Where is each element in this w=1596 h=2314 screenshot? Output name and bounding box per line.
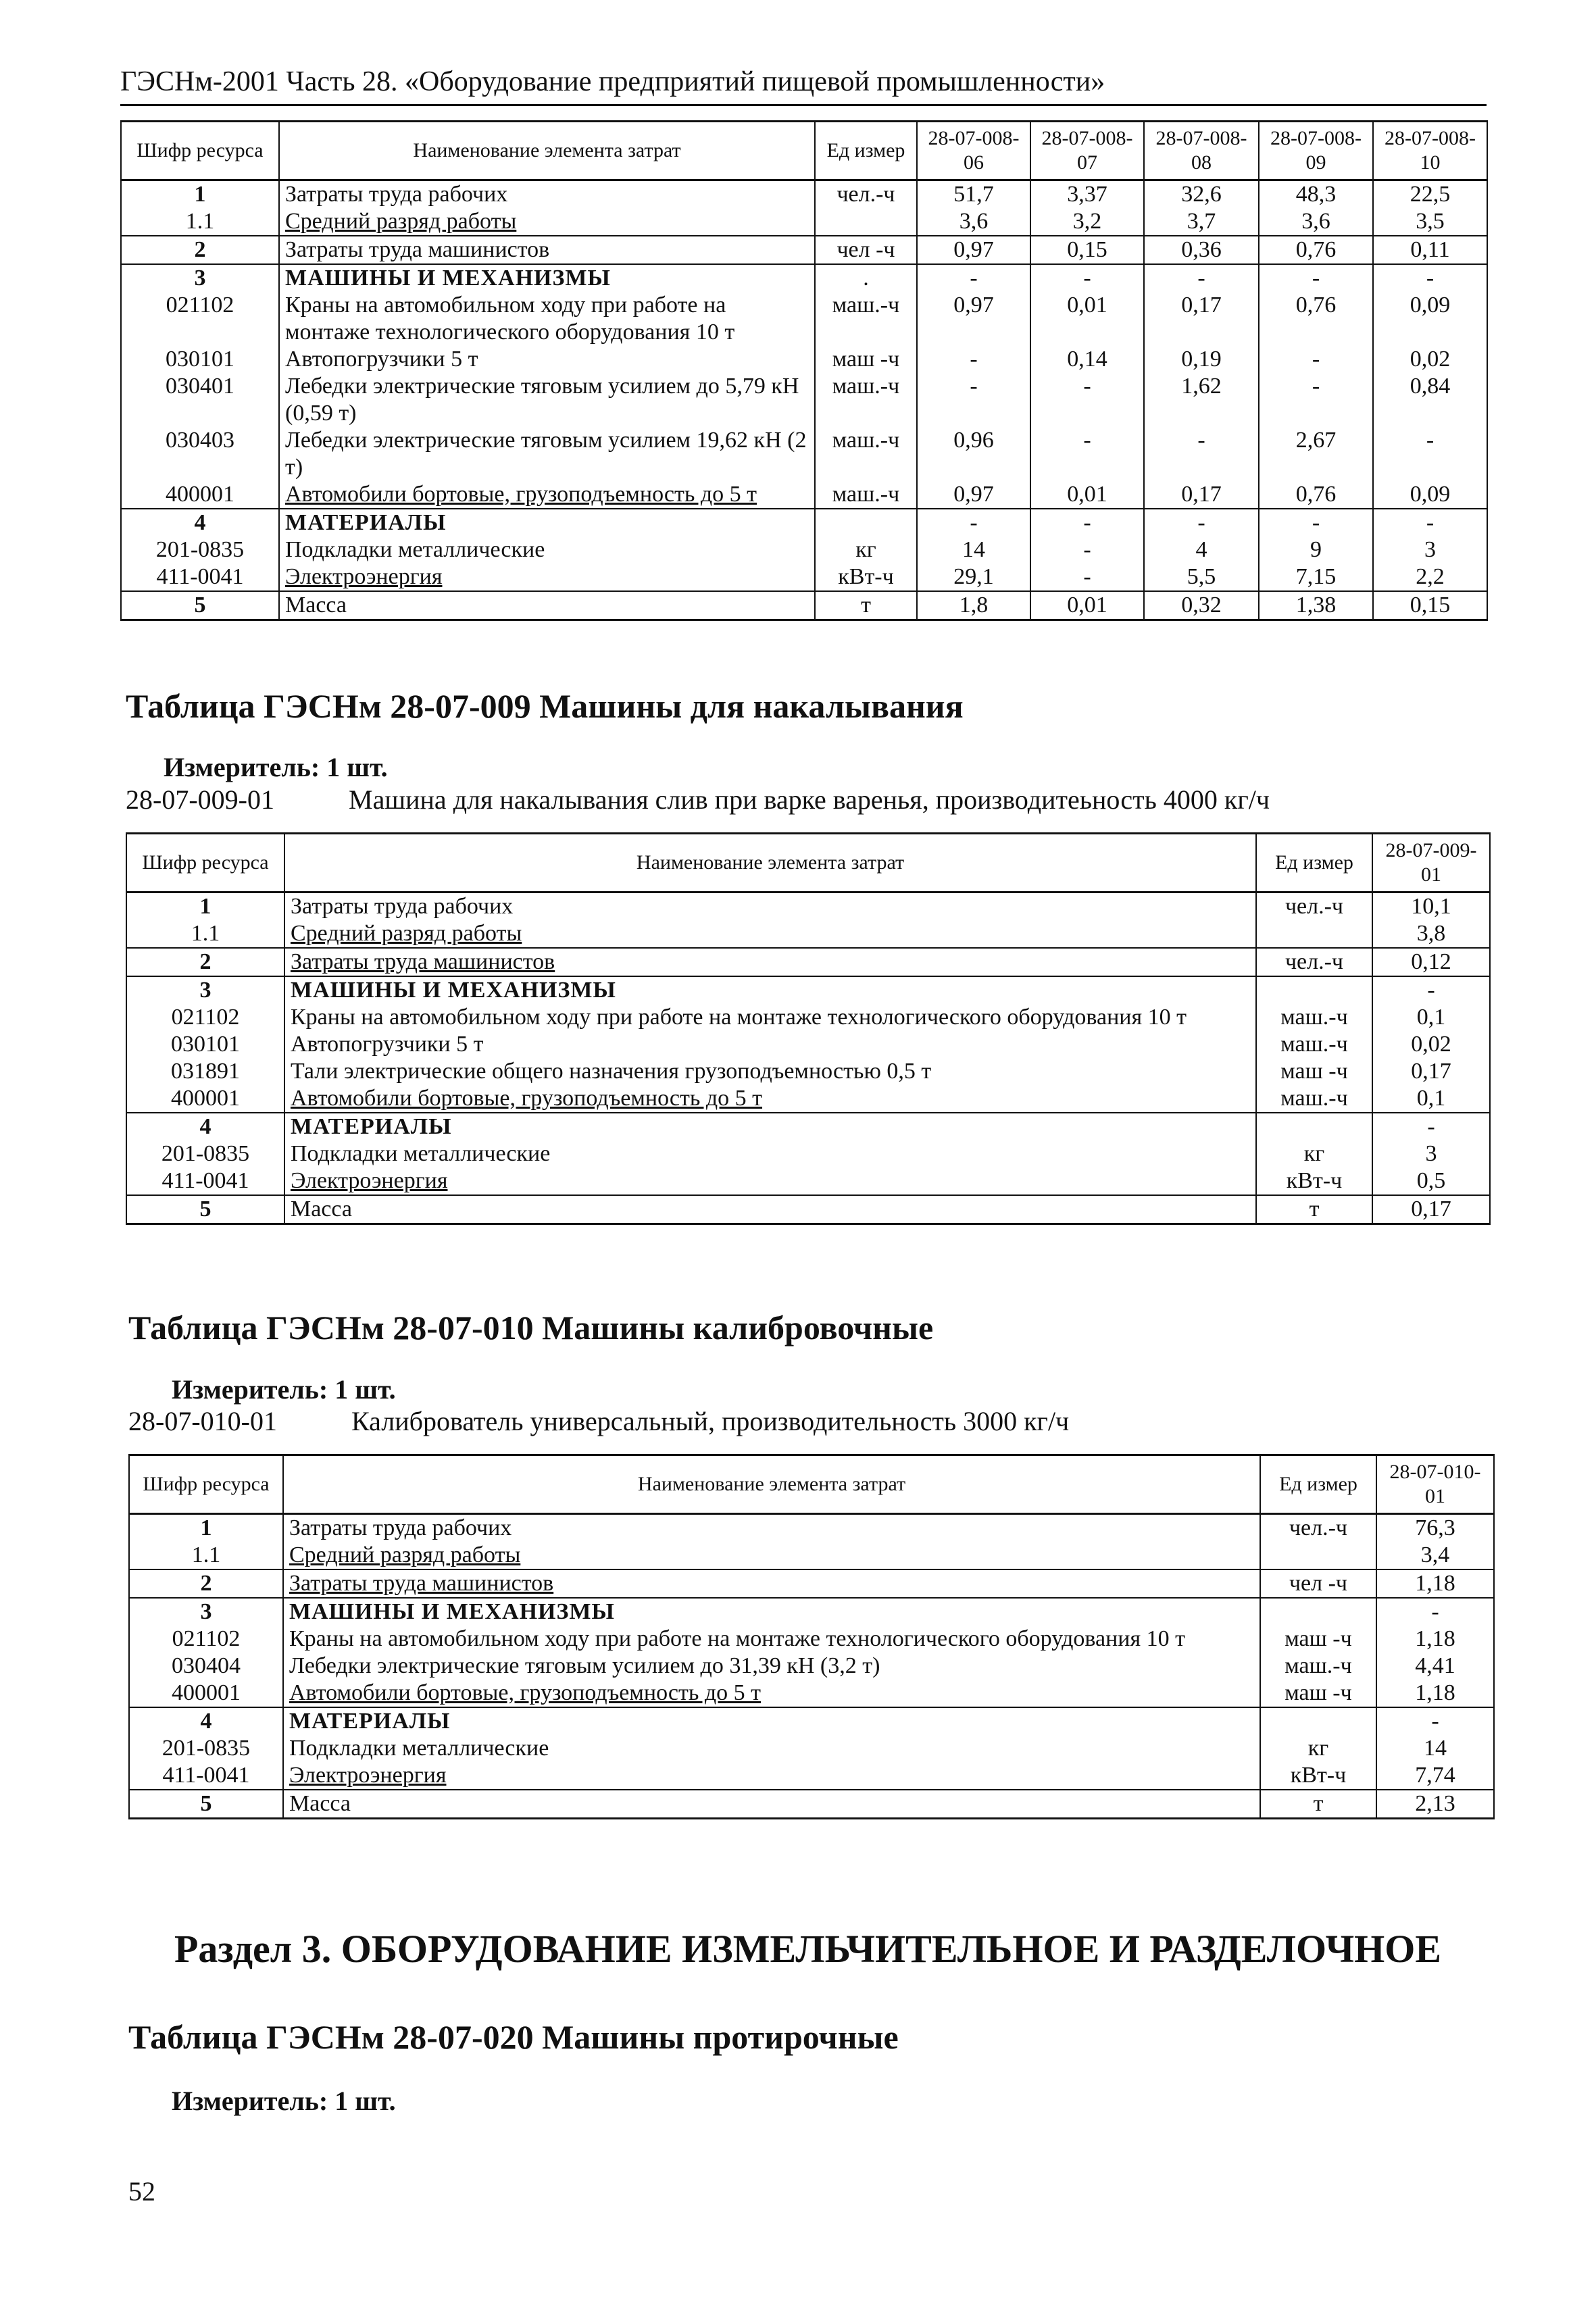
- norm-value: -: [1373, 427, 1487, 481]
- cost-element-name: Подкладки металлические: [284, 1140, 1256, 1167]
- item-name: Калиброватель универсальный, производительность 3000 кг/ч: [351, 1406, 1070, 1436]
- norm-value: 0,15: [1030, 236, 1144, 264]
- cost-element-name: Средний разряд работы: [284, 920, 1256, 948]
- measure-28-07-010: [172, 1374, 396, 1406]
- norm-value: 3,4: [1376, 1542, 1494, 1569]
- norm-value: 0,76: [1259, 236, 1373, 264]
- norm-value: 0,01: [1030, 591, 1144, 620]
- resource-code: 3: [129, 1598, 283, 1626]
- norm-value: -: [917, 509, 1030, 536]
- resource-code: 021102: [126, 1004, 284, 1031]
- cost-element-name: Масса: [283, 1790, 1260, 1819]
- norm-value: 32,6: [1144, 180, 1259, 209]
- unit: маш.-ч: [815, 427, 917, 481]
- cost-element-name: Краны на автомобильном ходу при работе на монтаже технологического оборудования 10 т: [284, 1004, 1256, 1031]
- item-name: Машина для накалывания слив при варке варенья, производитеьность 4000 кг/ч: [349, 784, 1270, 815]
- table-row: [129, 1653, 1494, 1680]
- table-row: [126, 1195, 1490, 1224]
- resource-code: 2: [121, 236, 279, 264]
- measure-label: Измеритель:: [172, 1374, 328, 1405]
- table-row: [126, 1167, 1490, 1195]
- norm-value: 0,36: [1144, 236, 1259, 264]
- cost-element-name: Затраты труда рабочих: [284, 892, 1256, 921]
- norm-value: 1,62: [1144, 373, 1259, 427]
- unit: [1260, 1542, 1376, 1569]
- unit: чел.-ч: [1256, 948, 1372, 976]
- norm-value: -: [1030, 563, 1144, 591]
- col-header-code: Шифр ресурса: [129, 1455, 283, 1514]
- cost-element-name: Лебедки электрические тяговым усилием до 5,79 кН (0,59 т): [279, 373, 815, 427]
- unit: чел.-ч: [1260, 1514, 1376, 1542]
- norm-value: 51,7: [917, 180, 1030, 209]
- page-header: ГЭСНм-2001 Часть 28. «Оборудование предприятий пищевой промышленности»: [120, 65, 1487, 106]
- norm-value: -: [1030, 536, 1144, 563]
- unit: маш.-ч: [815, 292, 917, 346]
- measure-label: Измеритель:: [164, 752, 320, 782]
- unit: маш.-ч: [1256, 1004, 1372, 1031]
- cost-element-name: Краны на автомобильном ходу при работе на монтаже технологического оборудования 10 т: [279, 292, 815, 346]
- norm-value: 0,32: [1144, 591, 1259, 620]
- resource-code: 030401: [121, 373, 279, 427]
- table-row: [129, 1735, 1494, 1762]
- norm-value: 0,1: [1372, 1004, 1490, 1031]
- norm-value: 0,01: [1030, 292, 1144, 346]
- norm-value: 3,5: [1373, 208, 1487, 236]
- unit: маш.-ч: [1256, 1085, 1372, 1113]
- norm-value: -: [1373, 509, 1487, 536]
- norm-value: -: [917, 264, 1030, 292]
- unit: т: [1256, 1195, 1372, 1224]
- resource-code: 1: [121, 180, 279, 209]
- norm-value: -: [1144, 509, 1259, 536]
- norm-value: 0,97: [917, 236, 1030, 264]
- norm-value: 1,18: [1376, 1569, 1494, 1598]
- norm-value: 9: [1259, 536, 1373, 563]
- resource-code: 411-0041: [129, 1762, 283, 1790]
- resource-code: 021102: [129, 1626, 283, 1653]
- resource-code: 030101: [121, 346, 279, 373]
- cost-element-name: Электроэнергия: [284, 1167, 1256, 1195]
- resource-code: 5: [121, 591, 279, 620]
- col-header-name: Наименование элемента затрат: [284, 834, 1256, 892]
- table-row: [129, 1680, 1494, 1707]
- table-row: [126, 1004, 1490, 1031]
- norm-value: -: [1372, 976, 1490, 1004]
- item-28-07-009-01: [126, 784, 1270, 816]
- norm-value: -: [1144, 264, 1259, 292]
- table-row: [126, 948, 1490, 976]
- section-title: Раздел 3. ОБОРУДОВАНИЕ ИЗМЕЛЬЧИТЕЛЬНОЕ И РАЗДЕЛОЧНОЕ: [174, 1927, 1442, 1971]
- table-row: [121, 264, 1487, 292]
- norm-value: 3,6: [917, 208, 1030, 236]
- cost-element-name: Тали электрические общего назначения грузоподъемностью 0,5 т: [284, 1058, 1256, 1085]
- item-code: 28-07-009-01: [126, 784, 274, 815]
- resource-code: 3: [126, 976, 284, 1004]
- table-row: [126, 1058, 1490, 1085]
- cost-element-name: Краны на автомобильном ходу при работе на монтаже технологического оборудования 10 т: [283, 1626, 1260, 1653]
- unit: кВт-ч: [815, 563, 917, 591]
- resource-code: 030101: [126, 1031, 284, 1058]
- cost-element-name: Лебедки электрические тяговым усилием 19,62 кН (2 т): [279, 427, 815, 481]
- unit: кВт-ч: [1256, 1167, 1372, 1195]
- norm-value: 1,8: [917, 591, 1030, 620]
- cost-element-name: Электроэнергия: [283, 1762, 1260, 1790]
- measure-value: 1 шт.: [334, 2086, 396, 2116]
- table-row: [129, 1514, 1494, 1542]
- table-row: [121, 292, 1487, 346]
- norm-value: 3,7: [1144, 208, 1259, 236]
- measure-value: 1 шт.: [334, 1374, 396, 1405]
- unit: маш.-ч: [815, 481, 917, 509]
- norm-value: 0,17: [1372, 1058, 1490, 1085]
- unit: [1260, 1598, 1376, 1626]
- unit: чел.-ч: [1256, 892, 1372, 921]
- cost-element-name: Средний разряд работы: [279, 208, 815, 236]
- norm-value: -: [1376, 1598, 1494, 1626]
- col-header-name: Наименование элемента затрат: [279, 122, 815, 180]
- norm-value: 0,97: [917, 481, 1030, 509]
- norm-value: 76,3: [1376, 1514, 1494, 1542]
- norm-value: -: [1373, 264, 1487, 292]
- norm-value: 0,14: [1030, 346, 1144, 373]
- cost-element-name: Лебедки электрические тяговым усилием до 31,39 кН (3,2 т): [283, 1653, 1260, 1680]
- resource-code: 411-0041: [121, 563, 279, 591]
- table-row: [129, 1790, 1494, 1819]
- table-title-28-07-010: Таблица ГЭСНм 28-07-010 Машины калибровочные: [128, 1309, 934, 1347]
- norm-value: 3,37: [1030, 180, 1144, 209]
- norm-value: 0,97: [917, 292, 1030, 346]
- col-header-28-07-008-07: 28-07-008-07: [1030, 122, 1144, 180]
- norm-value: -: [917, 346, 1030, 373]
- norm-value: 29,1: [917, 563, 1030, 591]
- unit: .: [815, 264, 917, 292]
- norm-value: 7,15: [1259, 563, 1373, 591]
- resource-code: 2: [129, 1569, 283, 1598]
- norm-value: 14: [1376, 1735, 1494, 1762]
- cost-element-name: Автопогрузчики 5 т: [284, 1031, 1256, 1058]
- norm-value: 1,18: [1376, 1626, 1494, 1653]
- col-header-unit: Ед измер: [1260, 1455, 1376, 1514]
- norm-value: 0,17: [1372, 1195, 1490, 1224]
- norm-value: 3,6: [1259, 208, 1373, 236]
- norm-value: 0,09: [1373, 292, 1487, 346]
- norm-value: 0,01: [1030, 481, 1144, 509]
- unit: маш -ч: [1260, 1626, 1376, 1653]
- cost-element-name: МАШИНЫ И МЕХАНИЗМЫ: [279, 264, 815, 292]
- cost-element-name: МАТЕРИАЛЫ: [279, 509, 815, 536]
- cost-element-name: Масса: [279, 591, 815, 620]
- col-header-unit: Ед измер: [815, 122, 917, 180]
- measure-28-07-009: [164, 751, 388, 784]
- table-row: [121, 373, 1487, 427]
- table-row: [126, 976, 1490, 1004]
- norm-value: 5,5: [1144, 563, 1259, 591]
- table-row: [129, 1542, 1494, 1569]
- cost-element-name: Затраты труда рабочих: [279, 180, 815, 209]
- cost-element-name: МАТЕРИАЛЫ: [284, 1113, 1256, 1140]
- col-header-28-07-008-08: 28-07-008-08: [1144, 122, 1259, 180]
- cost-element-name: Автомобили бортовые, грузоподъемность до 5 т: [279, 481, 815, 509]
- norm-value: 14: [917, 536, 1030, 563]
- unit: чел.-ч: [815, 180, 917, 209]
- item-code: 28-07-010-01: [128, 1406, 277, 1436]
- table-row: [121, 509, 1487, 536]
- measure-value: 1 шт.: [326, 752, 388, 782]
- table-row: [126, 920, 1490, 948]
- norm-value: 4: [1144, 536, 1259, 563]
- resource-code: 1.1: [129, 1542, 283, 1569]
- norm-value: -: [1030, 373, 1144, 427]
- cost-element-name: МАШИНЫ И МЕХАНИЗМЫ: [284, 976, 1256, 1004]
- table-row: [121, 481, 1487, 509]
- norm-value: 0,17: [1144, 292, 1259, 346]
- resource-code: 4: [126, 1113, 284, 1140]
- resource-code: 031891: [126, 1058, 284, 1085]
- norm-value: 0,76: [1259, 481, 1373, 509]
- unit: [1256, 1113, 1372, 1140]
- resource-code: 5: [129, 1790, 283, 1819]
- unit: маш -ч: [1260, 1680, 1376, 1707]
- table-row: [121, 236, 1487, 264]
- cost-element-name: Затраты труда машинистов: [279, 236, 815, 264]
- measure-28-07-020: [172, 2085, 396, 2117]
- unit: кг: [1260, 1735, 1376, 1762]
- resource-code: 5: [126, 1195, 284, 1224]
- cost-element-name: Автопогрузчики 5 т: [279, 346, 815, 373]
- norm-value: -: [1144, 427, 1259, 481]
- table-title-28-07-009: Таблица ГЭСНм 28-07-009 Машины для накалывания: [126, 687, 964, 725]
- norm-value: 10,1: [1372, 892, 1490, 921]
- unit: кг: [1256, 1140, 1372, 1167]
- norm-value: -: [1030, 509, 1144, 536]
- norm-value: 0,84: [1373, 373, 1487, 427]
- table-row: [129, 1626, 1494, 1653]
- table-row: [121, 346, 1487, 373]
- norm-value: 0,11: [1373, 236, 1487, 264]
- col-header-28-07-010-01: 28-07-010-01: [1376, 1455, 1494, 1514]
- unit: маш -ч: [1256, 1058, 1372, 1085]
- col-header-code: Шифр ресурса: [126, 834, 284, 892]
- table-row: [129, 1762, 1494, 1790]
- table-row: [129, 1569, 1494, 1598]
- unit: чел -ч: [1260, 1569, 1376, 1598]
- norm-value: -: [1259, 509, 1373, 536]
- table-row: [126, 1113, 1490, 1140]
- unit: кВт-ч: [1260, 1762, 1376, 1790]
- norm-value: 3: [1372, 1140, 1490, 1167]
- norm-value: 2,2: [1373, 563, 1487, 591]
- table-row: [129, 1707, 1494, 1735]
- col-header-code: Шифр ресурса: [121, 122, 279, 180]
- cost-element-name: Затраты труда рабочих: [283, 1514, 1260, 1542]
- norm-value: -: [1372, 1113, 1490, 1140]
- norm-value: 1,18: [1376, 1680, 1494, 1707]
- cost-element-name: Затраты труда машинистов: [284, 948, 1256, 976]
- cost-element-name: Электроэнергия: [279, 563, 815, 591]
- cost-element-name: Масса: [284, 1195, 1256, 1224]
- resource-code: 1: [126, 892, 284, 921]
- cost-element-name: Средний разряд работы: [283, 1542, 1260, 1569]
- resource-code: 400001: [129, 1680, 283, 1707]
- resource-code: 2: [126, 948, 284, 976]
- resource-code: 201-0835: [126, 1140, 284, 1167]
- norm-value: 0,12: [1372, 948, 1490, 976]
- resource-code: 1: [129, 1514, 283, 1542]
- unit: [815, 208, 917, 236]
- col-header-name: Наименование элемента затрат: [283, 1455, 1260, 1514]
- resource-code: 030404: [129, 1653, 283, 1680]
- resource-code: 030403: [121, 427, 279, 481]
- table-row: [126, 1085, 1490, 1113]
- unit: т: [1260, 1790, 1376, 1819]
- norm-value: 0,09: [1373, 481, 1487, 509]
- resource-code: 201-0835: [121, 536, 279, 563]
- norm-value: 0,96: [917, 427, 1030, 481]
- col-header-28-07-008-06: 28-07-008-06: [917, 122, 1030, 180]
- norm-value: -: [1259, 346, 1373, 373]
- resource-code: 400001: [126, 1085, 284, 1113]
- resource-code: 411-0041: [126, 1167, 284, 1195]
- resource-code: 1.1: [121, 208, 279, 236]
- table-title-28-07-020: Таблица ГЭСНм 28-07-020 Машины протирочные: [128, 2018, 899, 2056]
- unit: [815, 509, 917, 536]
- norm-value: 0,1: [1372, 1085, 1490, 1113]
- table-row: [126, 1140, 1490, 1167]
- table-row: [129, 1598, 1494, 1626]
- norm-value: 0,02: [1372, 1031, 1490, 1058]
- unit: кг: [815, 536, 917, 563]
- cost-element-name: Автомобили бортовые, грузоподъемность до 5 т: [283, 1680, 1260, 1707]
- cost-element-name: МАТЕРИАЛЫ: [283, 1707, 1260, 1735]
- unit: маш.-ч: [815, 373, 917, 427]
- resource-code: 201-0835: [129, 1735, 283, 1762]
- resource-code: 3: [121, 264, 279, 292]
- unit: [1256, 976, 1372, 1004]
- norm-value: 0,19: [1144, 346, 1259, 373]
- unit: [1260, 1707, 1376, 1735]
- resource-code: 400001: [121, 481, 279, 509]
- resource-code: 1.1: [126, 920, 284, 948]
- norm-value: 0,5: [1372, 1167, 1490, 1195]
- norm-value: 1,38: [1259, 591, 1373, 620]
- table-row: [121, 591, 1487, 620]
- table-row: [121, 536, 1487, 563]
- measure-label: Измеритель:: [172, 2086, 328, 2116]
- unit: чел -ч: [815, 236, 917, 264]
- cost-element-name: Подкладки металлические: [283, 1735, 1260, 1762]
- norm-value: 48,3: [1259, 180, 1373, 209]
- table-row: [121, 427, 1487, 481]
- resource-table-28-07-008: [120, 120, 1488, 621]
- cost-element-name: МАШИНЫ И МЕХАНИЗМЫ: [283, 1598, 1260, 1626]
- col-header-28-07-008-09: 28-07-008-09: [1259, 122, 1373, 180]
- cost-element-name: Подкладки металлические: [279, 536, 815, 563]
- norm-value: 0,15: [1373, 591, 1487, 620]
- norm-value: 3,2: [1030, 208, 1144, 236]
- table-row: [121, 208, 1487, 236]
- unit: [1256, 920, 1372, 948]
- norm-value: -: [917, 373, 1030, 427]
- table-row: [126, 1031, 1490, 1058]
- resource-code: 021102: [121, 292, 279, 346]
- resource-table-28-07-010: [128, 1454, 1495, 1819]
- page-number: 52: [128, 2176, 155, 2207]
- norm-value: 3: [1373, 536, 1487, 563]
- table-row: [121, 180, 1487, 209]
- item-28-07-010-01: [128, 1405, 1069, 1438]
- col-header-unit: Ед измер: [1256, 834, 1372, 892]
- norm-value: 0,76: [1259, 292, 1373, 346]
- norm-value: -: [1030, 427, 1144, 481]
- resource-table-28-07-009: [126, 832, 1491, 1225]
- unit: маш.-ч: [1260, 1653, 1376, 1680]
- norm-value: 0,17: [1144, 481, 1259, 509]
- cost-element-name: Затраты труда машинистов: [283, 1569, 1260, 1598]
- norm-value: 7,74: [1376, 1762, 1494, 1790]
- norm-value: 22,5: [1373, 180, 1487, 209]
- norm-value: 3,8: [1372, 920, 1490, 948]
- table-row: [126, 892, 1490, 921]
- unit: т: [815, 591, 917, 620]
- norm-value: 4,41: [1376, 1653, 1494, 1680]
- norm-value: 2,13: [1376, 1790, 1494, 1819]
- norm-value: 0,02: [1373, 346, 1487, 373]
- resource-code: 4: [121, 509, 279, 536]
- unit: маш -ч: [815, 346, 917, 373]
- norm-value: -: [1376, 1707, 1494, 1735]
- norm-value: -: [1259, 264, 1373, 292]
- col-header-28-07-008-10: 28-07-008-10: [1373, 122, 1487, 180]
- norm-value: -: [1259, 373, 1373, 427]
- unit: маш.-ч: [1256, 1031, 1372, 1058]
- norm-value: 2,67: [1259, 427, 1373, 481]
- cost-element-name: Автомобили бортовые, грузоподъемность до 5 т: [284, 1085, 1256, 1113]
- table-row: [121, 563, 1487, 591]
- norm-value: -: [1030, 264, 1144, 292]
- resource-code: 4: [129, 1707, 283, 1735]
- col-header-28-07-009-01: 28-07-009-01: [1372, 834, 1490, 892]
